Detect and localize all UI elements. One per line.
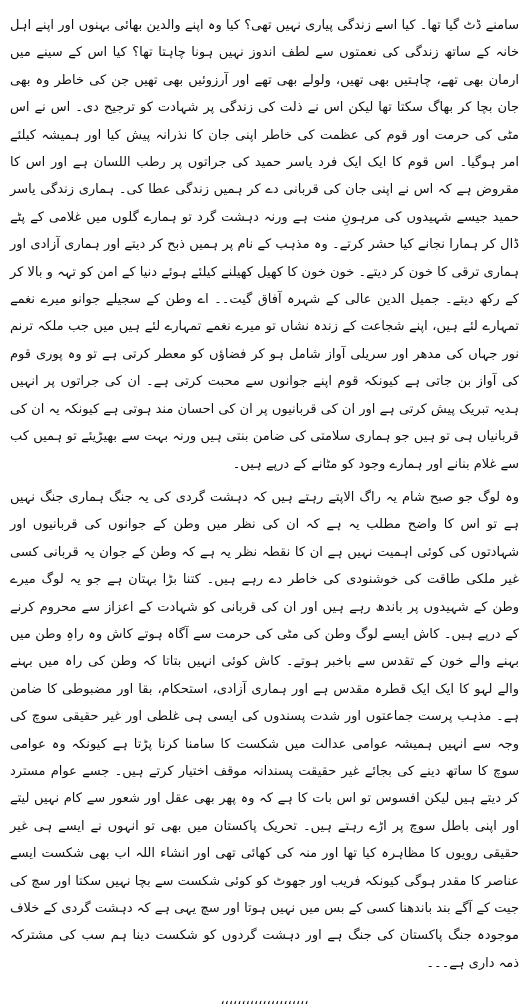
- article-paragraph-1: سامنے ڈٹ گیا تھا۔ کیا اسے زندگی پیاری نہیں تھی؟ کیا وہ اپنے والدین بھائی بہنوں اور اپنے اہل خانہ کے ساتھ زندگی کی نعمتوں سے لطف اندوز نہیں ہونا چاہتا تھا؟ کیا اس کے سینے میں ارمان بھی تھے، چاہتیں بھی تھیں، ولولے بھی تھے اور آرزوئیں بھی تھیں جن کی خاطر وہ بھی جان بچا کر بھاگ سکتا تھا لیکن اس نے ذلت کی زندگی پر شہادت کو ترجیح دی۔ اس نے اس مٹی کی حرمت اور قوم کی عظمت کی خاطر اپنی جان کا نذرانہ پیش کیا اور ہمیشہ کیلئے امر ہوگیا۔ اس قوم کا ایک ایک فرد یاسر حمید کی جراتوں پر رطب اللسان ہے اور اس کا مقروض ہے کہ اس نے اپنی جان کی قربانی دے کر ہمیں زندگی عطا کی۔ ہماری زندگی یاسر حمید جیسے شہیدوں کی مرہونِ منت ہے ورنہ دہشت گرد تو ہمارے گلوں میں غلامی کے پٹے ڈال کر ہمارا نجانے کیا حشر کرتے۔ وہ مذہب کے نام پر ہمیں ذبح کر دیتے اور ہماری آزادی اور ہماری ترقی کا خون کر دیتے۔ خون خون کا کھیل کھیلنے کیلئے ہوئے دنیا کے امن کو تہہ و بالا کر کے رکھ دیتے۔ جمیل الدین عالی کے شہرہ آفاق گیت۔۔ اے وطن کے سجیلے جوانو میرے نغمے تمہارے لئے ہیں، اپنے شجاعت کے زندہ نشاں تو میرے نغمے تمہارے لئے ہیں میں جب ملکہ ترنم نور جہاں کی مدھر اور سریلی آواز شامل ہو کر فضاؤں کو معطر کرتی ہے تو وہ پوری قوم کی آواز بن جاتی ہے کیونکہ قوم اپنے جوانوں سے محبت کرتی ہے۔ ان کی جراتوں پر انہیں ہدیہ تبریک پیش کرتی ہے اور ان کی قربانیوں پر ان کی احسان مند ہوتی ہے کیونکہ یہ ان کی قربانیاں ہی تو ہیں جو ہماری سلامتی کی ضامن بنتی ہیں ورنہ بہت سے بھیڑیئے تو ہمیں کب سے غلام بنانے اور ہمارے وجود کو مٹانے کے درپے ہیں۔: [10, 18, 519, 472]
- article-paragraph-2: وہ لوگ جو صبح شام یہ راگ الاپتے رہتے ہیں کہ دہشت گردی کی یہ جنگ ہماری جنگ نہیں ہے تو اس کا واضح مطلب یہ ہے کہ ان کی نظر میں وطن کے جوانوں کی قربانیوں اور شہادتوں کی کوئی اہمیت نہیں ہے ان کا نقطہ نظر یہ ہے کہ وطن کے جوان یہ قربانی کسی غیر ملکی طاقت کی خوشنودی کی خاطر دے رہے ہیں۔ کتنا بڑا بہتان ہے جو یہ لوگ میرے وطن کے شہیدوں پر باندھ رہے ہیں اور ان کی قربانی کو شہادت کے اعزاز سے محروم کرنے کے درپے ہیں۔ کاش ایسے لوگ وطن کی مٹی کی حرمت سے آگاہ ہوتے کاش وہ راہِ وطن میں بہنے والے خون کے تقدس سے باخبر ہوتے۔ کاش کوئی انہیں بتاتا کہ وطن کی راہ میں بہنے والے لہو کا ایک ایک قطرہ مقدس ہے اور ہماری آزادی، استحکام، بقا اور مضبوطی کا ضامن ہے۔ مذہب پرست جماعتوں اور شدت پسندوں کی ایسی ہی غلطی اور غیر حقیقی سوچ کی وجہ سے انہیں ہمیشہ عوامی عدالت میں شکست کا سامنا کرنا پڑتا ہے کیونکہ وہ عوامی سوچ کا ساتھ دینے کی بجائے غیر حقیقت پسندانہ موقف اختیار کرتے ہیں۔ جسے عوام مسترد کر دیتے ہیں لیکن افسوس تو اس بات کا ہے کہ وہ پھر بھی عقل اور شعور سے کام نہیں لیتے اور اپنی باطل سوچ پر اڑے رہتے ہیں۔ تحریک پاکستان میں بھی تو انہوں نے ایسے ہی غیر حقیقی رویوں کا مظاہرہ کیا تھا اور منہ کی کھائی تھی اور انشاء اللہ اب بھی شکست ایسے عناصر کا مقدر ہوگی کیونکہ فریب اور جھوٹ کو کوئی شکست سے بچا نہیں سکتا اور سچ کی جیت کے آگے بند باندھنا کسی کے بس میں نہیں ہوتا اور سچ یہی ہے کہ دہشت گردی کے خلاف موجودہ جنگ پاکستان کی جنگ ہے اور دہشت گردوں کو شکست دینا ہم سب کی مشترکہ ذمہ داری ہے۔۔۔: [10, 489, 519, 971]
- end-ornament: ،،،،،،،،،،،،،،،،،،،،،: [220, 993, 309, 1008]
